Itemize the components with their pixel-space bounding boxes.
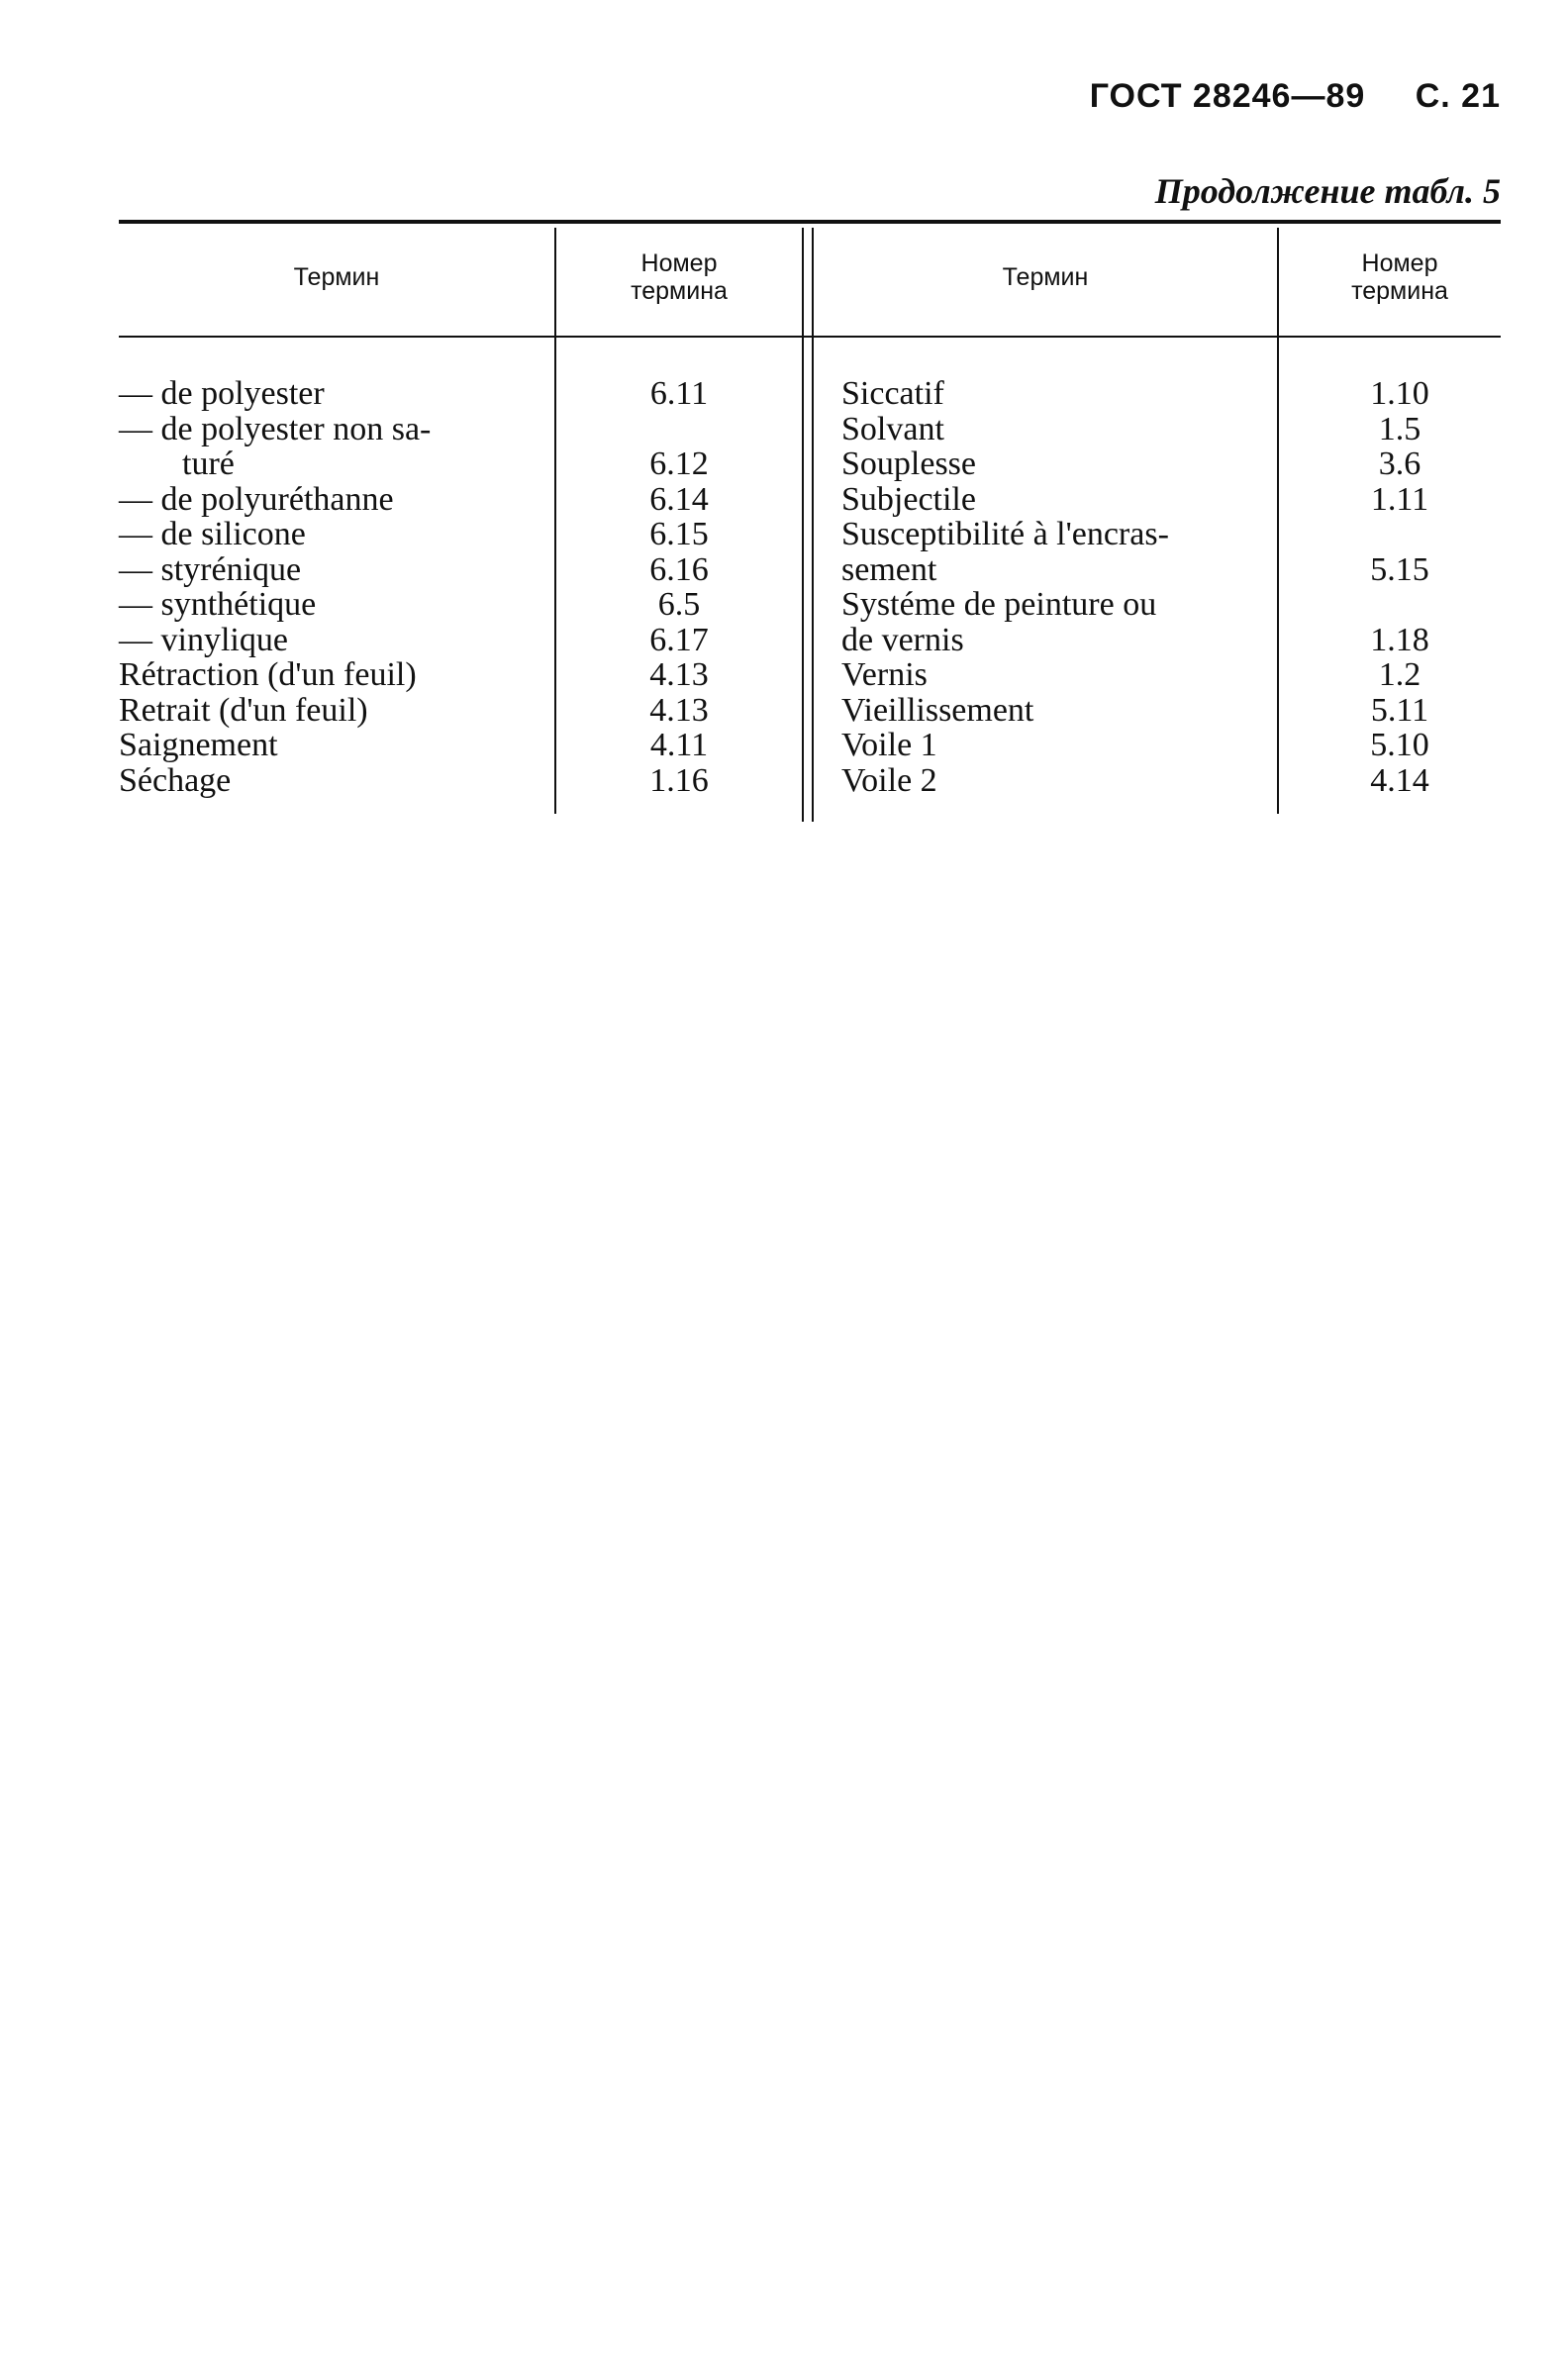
term-number: 1.18	[1370, 621, 1429, 658]
list-item: — de polyuréthanne	[119, 480, 394, 518]
list-item: Voile 2	[841, 761, 937, 799]
term-number: 4.11	[649, 727, 709, 763]
term-number: 6.11	[649, 375, 709, 412]
list-item: Susceptibilité à l'encras-	[841, 516, 1169, 552]
header-term-left: Термин	[293, 263, 380, 291]
list-item: de vernis	[841, 621, 964, 658]
list-item: Saignement	[119, 727, 278, 763]
header-number-left	[556, 249, 802, 305]
header-number-right	[1279, 249, 1520, 305]
list-item: Vernis	[841, 656, 928, 693]
term-number: 6.5	[657, 586, 701, 623]
page-number: С. 21	[1415, 77, 1501, 115]
list-item: — styrénique	[119, 550, 302, 588]
list-item: Siccatif	[841, 375, 944, 412]
term-number: 3.6	[1378, 445, 1421, 482]
list-item: Rétraction (d'un feuil)	[119, 656, 417, 693]
term-number: 1.16	[649, 761, 709, 799]
list-item: — de silicone	[119, 516, 306, 552]
document-code: ГОСТ 28246—89	[1089, 77, 1366, 115]
term-number: 6.12	[649, 445, 709, 482]
table-top-rule	[119, 220, 1501, 224]
header-number-line1: Номер	[1361, 249, 1438, 277]
term-number: 6.14	[649, 480, 709, 518]
page-header	[1090, 77, 1501, 116]
column-divider-double-b	[812, 228, 814, 822]
left-number-list	[556, 376, 802, 798]
list-item: Séchage	[119, 761, 232, 799]
term-number: 1.11	[1370, 480, 1429, 518]
table-continuation-caption: Продолжение табл. 5	[1154, 171, 1501, 211]
list-item: — vinylique	[119, 621, 288, 658]
term-number	[1279, 587, 1520, 623]
term-number: 6.17	[649, 621, 709, 658]
header-number-line2: термина	[631, 277, 728, 305]
term-number	[556, 412, 802, 447]
column-divider-double-a	[802, 228, 804, 822]
left-term-list	[119, 376, 431, 798]
list-item: Souplesse	[841, 445, 976, 482]
term-number	[1279, 517, 1520, 552]
list-item: — de polyester	[119, 375, 325, 412]
list-item: sement	[841, 550, 937, 588]
list-item: — de polyester non sa-	[119, 410, 432, 447]
term-number: 1.2	[1378, 656, 1421, 693]
header-number-line1: Номер	[640, 249, 718, 277]
header-number-line2: термина	[1351, 277, 1448, 305]
right-term-list	[841, 376, 1169, 798]
list-item: Vieillissement	[841, 691, 1034, 729]
right-number-list	[1279, 376, 1520, 798]
table-header-rule	[119, 336, 1501, 338]
list-item: Retrait (d'un feuil)	[119, 691, 368, 729]
list-item: Systéme de peinture ou	[841, 586, 1157, 623]
term-number: 4.13	[649, 656, 709, 693]
term-number: 1.5	[1378, 410, 1421, 447]
term-number: 1.10	[1370, 375, 1429, 412]
list-item: — synthétique	[119, 586, 317, 623]
term-number: 5.15	[1370, 550, 1429, 588]
header-term-right: Термин	[1002, 263, 1089, 291]
list-item: Subjectile	[841, 480, 976, 518]
list-item: turé	[182, 445, 235, 482]
term-number: 6.15	[649, 516, 709, 552]
term-number: 5.10	[1370, 727, 1429, 763]
list-item: Voile 1	[841, 727, 937, 763]
term-number: 4.14	[1370, 761, 1429, 799]
term-number: 4.13	[649, 691, 709, 729]
list-item: Solvant	[841, 410, 944, 447]
term-number: 6.16	[649, 550, 709, 588]
term-number: 5.11	[1370, 691, 1429, 729]
